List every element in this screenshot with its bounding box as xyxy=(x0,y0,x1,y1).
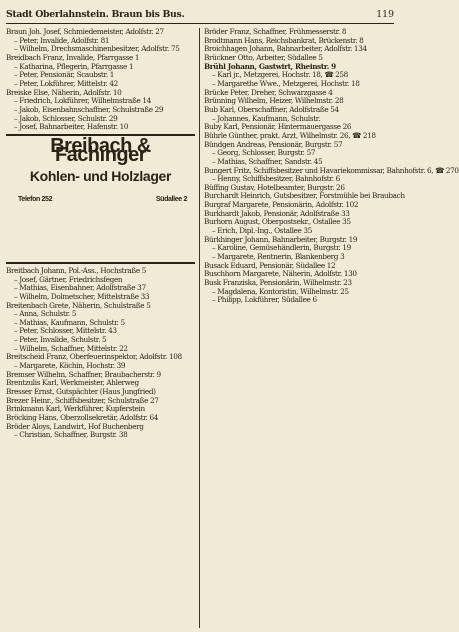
right-entries xyxy=(204,27,459,305)
ad-address: Südallee 2 xyxy=(155,195,187,203)
ad-phone: Telefon 252 xyxy=(18,195,53,203)
directory-entry: – Josef, Bahnarbeiter, Hafenstr. 10 xyxy=(14,122,129,132)
directory-entry: Brünning Wilhelm, Heizer, Wilhelmstr. 28 xyxy=(204,96,344,106)
directory-entry: Brezer Heinr., Schiffsbesitzer, Schulstraße 27 xyxy=(6,395,159,405)
directory-entry: Bürkhinger Johann, Bahnarbeiter, Burgstr. 19 xyxy=(204,234,358,244)
directory-entry: Brückner Otto, Arbeiter, Südallee 5 xyxy=(204,52,323,62)
directory-entry: – Karl jr., Metzgerei, Hochstr. 18, ☎ 258 xyxy=(212,70,348,80)
directory-entry: Broichhagen Johann, Bahnarbeiter, Adolfstr. 134 xyxy=(204,44,367,54)
left-bottom-entries xyxy=(6,267,195,440)
directory-entry: Bröder Aloys, Landwirt, Hof Buchenberg xyxy=(6,421,144,431)
directory-entry: Breidbach Franz, Invalide, Pfarrgasse 1 xyxy=(6,52,140,62)
directory-entry: Burkhardt Jakob, Pensionär, Adolfstraße 33 xyxy=(204,208,350,218)
directory-entry: – Philipp, Lokführer, Südallee 6 xyxy=(212,295,317,305)
directory-entry: – Peter, Invalide, Adolfstr. 81 xyxy=(14,35,110,45)
directory-entry: – Anna, Schulstr. 5 xyxy=(14,309,77,319)
directory-entry: Bungert Fritz, Schiffsbesitzer und Havariekommissar, Bahnhofstr. 6, ☎ 270 xyxy=(204,165,459,175)
directory-entry: – Peter, Schlosser, Mittelstr. 43 xyxy=(14,326,117,336)
directory-entry: – Johannes, Kaufmann, Schulstr. xyxy=(212,113,321,123)
directory-entry: – Wilhelm, Drechsmaschinenbesitzer, Adolfstr. 75 xyxy=(14,44,180,54)
directory-entry: Burgraf Margarete, Pensionärin, Adolfstr. 102 xyxy=(204,200,359,210)
directory-entry: – Peter, Pensionär, Scaubstr. 1 xyxy=(14,70,115,80)
directory-entry: Brinkmann Karl, Werkführer, Kupferstein xyxy=(6,404,145,414)
directory-entry: – Katharina, Pflegerin, Pfarrgasse 1 xyxy=(14,61,134,71)
directory-entry: Breitscheid Franz, Oberfeuerinspektor, Adolfstr. 108 xyxy=(6,352,182,362)
directory-entry: Busack Eduard, Pensionär, Südallee 12 xyxy=(204,260,336,270)
directory-entry: Buschhorn Margarete, Näherin, Adolfstr. 130 xyxy=(204,269,357,279)
directory-entry: Breitbach Johann, Pol.-Ass., Hochstraße 5 xyxy=(6,265,147,275)
directory-entry: Breitenbach Grete, Näherin, Schulstraße 5 xyxy=(6,300,151,310)
directory-entry: – Peter, Invalide, Schulstr. 5 xyxy=(14,335,107,345)
directory-entry: – Christian, Schaffner, Burgstr. 38 xyxy=(14,430,128,440)
directory-entry: – Mathias, Schaffner, Sandstr. 45 xyxy=(212,156,323,166)
directory-entry: – Margarete, Rentnerin, Blankenberg 3 xyxy=(212,252,345,262)
directory-entry: Burchardt Heinrich, Gutsbesitzer, Forstmühle bei Braubach xyxy=(204,191,405,201)
directory-entry: – Jakob, Schlosser, Schulstr. 29 xyxy=(14,113,118,123)
directory-entry: Buby Karl, Pensionär, Hintermauergasse 26 xyxy=(204,122,352,132)
directory-entry: – Wilhelm, Schaffner, Mittelstr. 22 xyxy=(14,343,128,353)
right-column xyxy=(204,27,459,305)
directory-entry: Bremser Wilhelm, Schaffner, Braubacherstr. 9 xyxy=(6,369,161,379)
ad-company-name: Breibach & Fachinger xyxy=(50,134,151,166)
directory-entry: – Erich, Dipl.-Ing., Ostallee 35 xyxy=(212,226,312,236)
directory-entry: Braun Joh. Josef, Schmiedemeister, Adolfstr. 27 xyxy=(6,27,164,36)
ad-business: Kohlen- und Holzlager xyxy=(29,167,172,184)
directory-entry: Bresser Ernst, Gutspächter (Haus Jungfried) xyxy=(6,387,156,397)
directory-entry: – Jakob, Eisenbahnschaffner, Schulstraße 29 xyxy=(14,104,164,114)
column-divider xyxy=(199,28,200,628)
page-number: 119 xyxy=(376,9,394,20)
directory-entry: – Henny, Schiffsbesitzer, Bahnhofstr. 6 xyxy=(212,174,340,184)
directory-entry: – Peter, Lokführer, Mittelstr. 42 xyxy=(14,78,118,88)
directory-entry: – Margarethe Wwe., Metzgerei, Hochstr. 18 xyxy=(212,78,360,88)
directory-entry: – Mathias, Eisenbahner, Adolfstraße 37 xyxy=(14,283,146,293)
directory-entry: Bührle Günther, prakt. Arzt, Wilhelmstr. 26, ☎ 218 xyxy=(204,130,376,140)
directory-entry: – Georg, Schlosser, Burgstr. 57 xyxy=(212,148,316,158)
left-column xyxy=(6,28,195,440)
directory-entry: Brentzulis Karl, Werkmeister, Ahlerweg xyxy=(6,378,139,388)
directory-entry: – Friedrich, Lokführer, Wilhelmstraße 14 xyxy=(14,96,151,106)
directory-entry: – Magdalena, Kontoristin, Wilhelmstr. 25 xyxy=(212,286,349,296)
directory-entry: – Karoline, Gemüsehändlerin, Burgstr. 19 xyxy=(212,243,351,253)
left-top-entries xyxy=(6,28,195,132)
directory-entry: Brodtmann Hans, Reichsbankrat, Brückenstr. 8 xyxy=(204,35,364,45)
page-header xyxy=(6,3,394,24)
running-head: Stadt Oberlahnstein. Braun bis Bus. xyxy=(6,9,185,20)
directory-entry: – Mathias, Kaufmann, Schulstr. 5 xyxy=(14,317,125,327)
directory-entry: – Margarete, Köchin, Hochstr. 39 xyxy=(14,361,126,371)
directory-entry: Busk Franziska, Pensionärin, Wilhelmstr. 23 xyxy=(204,278,352,288)
directory-entry: Brücke Peter, Dreher, Schwarzgasse 4 xyxy=(204,87,333,97)
directory-entry: – Josef, Gärtner, Friedrichsfegen xyxy=(14,274,123,284)
directory-entry: Bündgen Andreas, Pensionär, Burgstr. 57 xyxy=(204,139,343,149)
directory-entry: Burhorn August, Oberpostsekr., Ostallee 35 xyxy=(204,217,351,227)
directory-entry: Brühl Johann, Gastwirt, Rheinstr. 9 xyxy=(204,61,336,71)
directory-entry: Bröcking Hans, Oberzollsekretär, Adolfstr. 64 xyxy=(6,413,159,423)
directory-entry: Bub Karl, Oberschaffner, Adolfstraße 54 xyxy=(204,104,339,114)
directory-entry: Breiske Else, Näherin, Adolfstr. 10 xyxy=(6,87,122,97)
directory-entry: – Wilhelm, Dolmetscher, Mittelstraße 33 xyxy=(14,291,150,301)
directory-entry: Büffing Gustav, Hotelbeamter, Burgstr. 26 xyxy=(204,182,345,192)
advertisement xyxy=(6,134,195,264)
directory-entry: Bröder Franz, Schaffner, Frühmesserstr. 8 xyxy=(204,27,347,36)
